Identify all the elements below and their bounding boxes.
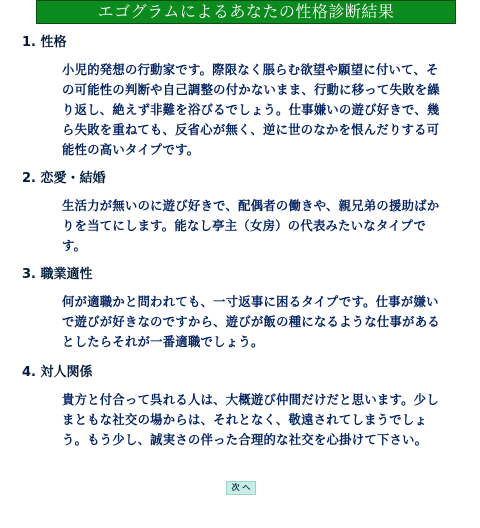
section-heading: 4. 対人関係	[22, 365, 93, 380]
section-text: 何が適職かと問われても、一寸返事に困るタイプです。仕事が嫌いで遊びが好きなのですから、遊びが飯の種になるような仕事があるとしたらそれが一番適職でしょう。	[62, 295, 440, 349]
section-relationships	[22, 363, 452, 450]
section-heading: 1. 性格	[22, 35, 67, 50]
next-button[interactable]: 次 へ	[226, 481, 256, 495]
section-text: 生活力が無いのに遊び好きで、配偶者の働きや、親兄弟の援助ばかりを当てにします。能なし亭主（女房）の代表みたいなタイプです。	[62, 199, 440, 253]
section-career-aptitude	[22, 265, 452, 352]
section-text: 貴方と付合って呉れる人は、大概遊び仲間だけだと思います。少しまともな社交の場からは、それとなく、敬遠されてしまうでしょう。もう少し、誠実さの伴った合理的な社交を心掛けて下さい。	[62, 393, 439, 447]
section-text: 小児的発想の行動家です。際限なく脹らむ欲望や願望に付いて、その可能性の判断や自己調整の付かないまま、行動に移って失敗を繰り返し、絶えず非難を浴びるでしょう。仕事嫌いの遊び好きで、幾ら失敗を重ねても、反省心が無く、逆に世のなかを恨んだりする可能性の高いタイプです。	[62, 63, 440, 157]
section-love-marriage	[22, 169, 452, 256]
page-title: エゴグラムによるあなたの性格診断結果	[36, 0, 456, 24]
section-heading: 2. 恋愛・結婚	[22, 171, 106, 186]
section-personality	[22, 33, 452, 160]
section-heading: 3. 職業適性	[22, 267, 93, 282]
